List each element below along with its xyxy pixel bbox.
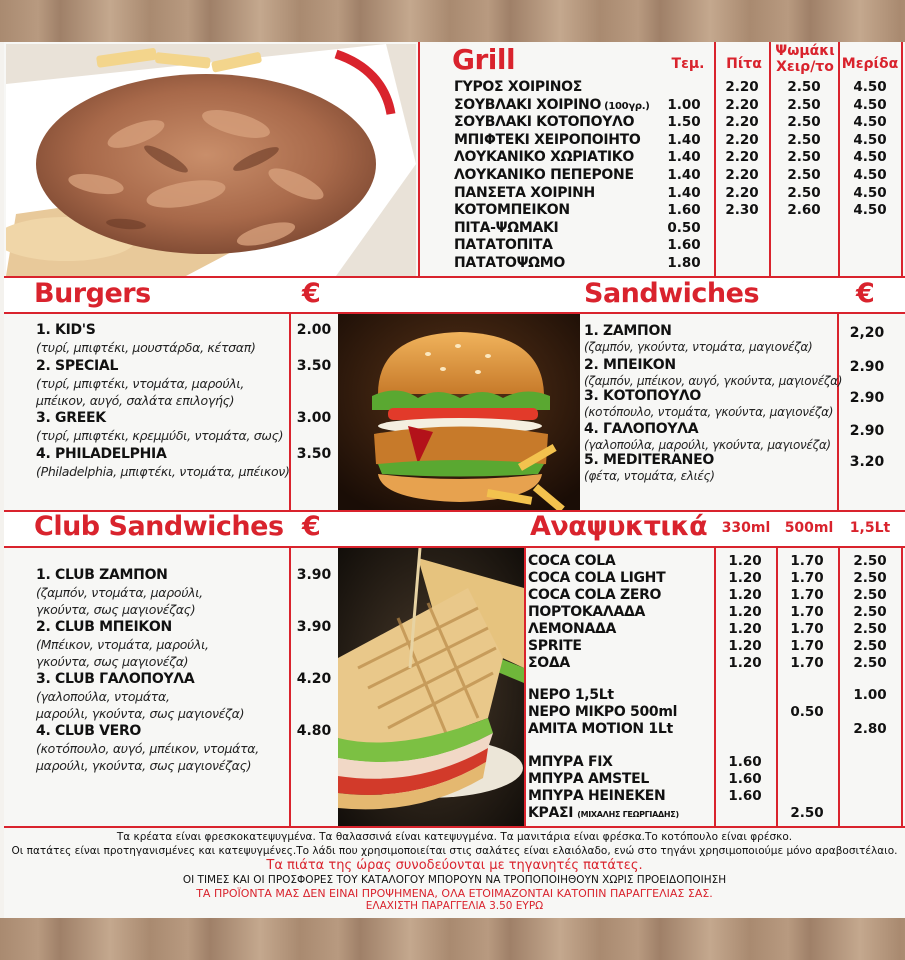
drink-price-500: 0.50 <box>790 704 824 720</box>
grill-item-note: (100γρ.) <box>604 100 650 112</box>
burger-item-name: 2. SPECIAL <box>36 358 119 374</box>
drink-price-330: 1.60 <box>728 771 762 787</box>
sandwich-item-price: 2.90 <box>849 390 885 406</box>
grill-price-tem: 1.80 <box>667 255 701 271</box>
drink-price-15: 2.80 <box>853 721 887 737</box>
drink-price-500: 1.70 <box>790 655 824 671</box>
drink-row-name <box>528 553 615 569</box>
club-item-desc: γκούντα, σως μαγιονέζας) <box>36 602 196 617</box>
drink-row-name <box>528 721 673 737</box>
drink-price-15: 2.50 <box>853 553 887 569</box>
sandwich-item-desc: (φέτα, ντομάτα, ελιές) <box>584 469 715 483</box>
club-sandwich-photo <box>338 548 524 826</box>
grill-item-name: ΛΟΥΚΑΝΙΚΟ ΠΕΠΕΡΟΝΕ <box>454 167 634 183</box>
drink-price-500: 2.50 <box>790 805 824 821</box>
drink-row-name <box>528 638 582 654</box>
club-item-desc: (ζαμπόν, ντομάτα, μαρούλι, <box>36 585 203 600</box>
drink-item-name: ΜΠΥΡΑ HEINEKEN <box>528 788 666 804</box>
drink-price-500: 1.70 <box>790 587 824 603</box>
grill-price-tem: 1.60 <box>667 237 701 254</box>
club-item-name: 3. CLUB ΓΑΛΟΠΟΥΛΑ <box>36 671 195 687</box>
drink-row-name <box>528 704 677 720</box>
grill-price-merida: 4.50 <box>853 96 887 113</box>
footer-line-6: ΕΛΑΧΙΣΤΗ ΠΑΡΑΓΓΕΛΙΑ 3.50 ΕΥΡΩ <box>365 900 544 912</box>
sandwich-item-name: 3. ΚΟΤΟΠΟΥΛΟ <box>584 388 702 404</box>
drink-row-name <box>528 655 570 671</box>
burger-item-desc: (τυρί, μπιφτέκι, κρεμμύδι, ντομάτα, σως) <box>36 428 284 443</box>
gyros-plate-photo <box>6 44 416 276</box>
grill-price-pita: 2.20 <box>725 114 759 131</box>
grill-row-name <box>454 220 558 236</box>
grill-price-merida: 4.50 <box>853 114 887 131</box>
grill-price-tem: 1.60 <box>667 202 701 219</box>
drinks-header-500: 500ml <box>784 520 834 536</box>
drink-item-name: ΣΟΔΑ <box>528 655 570 671</box>
drinks-header-330: 330ml <box>721 520 771 536</box>
grill-row-name <box>454 149 634 165</box>
sandwich-item-price: 2.90 <box>849 423 885 439</box>
sandwiches-price-divider <box>837 314 839 510</box>
grill-row-name <box>454 132 641 148</box>
club-item-desc: (γαλοπούλα, ντομάτα, <box>36 689 170 704</box>
grill-price-tem: 1.50 <box>667 114 701 131</box>
club-item-desc: μαρούλι, γκούντα, σως μαγιονέζας) <box>36 758 252 773</box>
grill-price-pita: 2.20 <box>725 149 759 166</box>
drinks-title: Αναψυκτικά <box>530 511 708 542</box>
drink-price-500: 1.70 <box>790 638 824 654</box>
grill-item-name: ΠΑΤΑΤΟΠΙΤΑ <box>454 237 553 254</box>
burger-photo <box>338 314 580 510</box>
footer-line-5: ΤΑ ΠΡΟΪΟΝΤΑ ΜΑΣ ΔΕΝ ΕΙΝΑΙ ΠΡΟΨΗΜΕΝΑ, ΟΛΑ ΕΤΟΙΜΑΖΟΝΤΑΙ ΚΑΤΟΠΙΝ ΠΑΡΑΓΓΕΛΙΑΣ ΣΑΣ. <box>196 887 713 900</box>
burger-item-desc: μπέικον, αυγό, σαλάτα επιλογής) <box>36 393 235 408</box>
grill-divider-left <box>418 42 420 276</box>
grill-price-merida: 4.50 <box>853 149 887 166</box>
drink-item-name: COCA COLA <box>528 553 616 569</box>
drinks-header-15: 1,5Lt <box>849 520 891 536</box>
drink-price-15: 2.50 <box>853 570 887 586</box>
footer-line-3: Τα πιάτα της ώρας συνοδεύονται με τηγανητές πατάτες. <box>266 858 643 873</box>
drink-price-15: 2.50 <box>853 621 887 637</box>
drink-item-name: ΝΕΡΟ 1,5Lt <box>528 687 614 703</box>
grill-item-name: ΠΑΝΣΕΤΑ ΧΟΙΡΙΝΗ <box>454 184 595 201</box>
grill-price-merida: 4.50 <box>853 79 887 95</box>
sandwich-item-price: 2,20 <box>849 325 885 341</box>
burger-item-name: 1. KID'S <box>36 322 96 338</box>
grill-price-psomaki: 2.50 <box>787 149 821 166</box>
drink-item-name: ΑΜΙΤΑ MOTION 1Lt <box>528 721 673 737</box>
club-title: Club Sandwiches <box>34 511 284 542</box>
grill-price-pita: 2.20 <box>725 79 759 95</box>
drink-row-name <box>528 621 616 637</box>
club-item-desc: γκούντα, σως μαγιονέζα) <box>36 654 189 669</box>
grill-price-pita: 2.20 <box>725 167 759 183</box>
club-item-price: 3.90 <box>296 567 332 583</box>
grill-price-tem: 1.40 <box>667 184 701 201</box>
grill-price-psomaki: 2.50 <box>787 96 821 113</box>
footer-line-4: ΟΙ ΤΙΜΕΣ ΚΑΙ ΟΙ ΠΡΟΣΦΟΡΕΣ ΤΟΥ ΚΑΤΑΛΟΓΟΥ ΜΠΟΡΟΥΝ ΝΑ ΤΡΟΠΟΠΟΙΗΘΟΥΝ ΧΩΡΙΣ ΠΡΟΕΙΔΟΠΟΙΗΣΗ <box>182 874 727 886</box>
drink-price-330: 1.20 <box>728 621 762 637</box>
burger-item-name: 3. GREEK <box>36 410 106 426</box>
drink-price-330: 1.60 <box>728 754 762 770</box>
footer-divider <box>4 826 905 828</box>
drink-price-500: 1.70 <box>790 604 824 620</box>
burger-item-desc: (τυρί, μπιφτέκι, μουστάρδα, κέτσαπ) <box>36 340 256 355</box>
grill-price-pita: 2.20 <box>725 184 759 201</box>
grill-price-merida: 4.50 <box>853 131 887 148</box>
drink-price-15: 2.50 <box>853 638 887 654</box>
drink-price-330: 1.20 <box>728 604 762 620</box>
burger-item-price: 3.50 <box>296 446 332 462</box>
grill-price-merida: 4.50 <box>853 184 887 201</box>
drink-item-name: ΝΕΡΟ ΜΙΚΡΟ 500ml <box>528 704 678 720</box>
grill-price-psomaki: 2.50 <box>787 114 821 131</box>
drinks-divider-left <box>524 546 526 826</box>
burger-item-price: 2.00 <box>296 322 332 338</box>
sandwich-item-desc: (ζαμπόν, μπέικον, αυγό, γκούντα, μαγιονέζα) <box>584 374 843 388</box>
grill-price-merida: 4.50 <box>853 167 887 183</box>
grill-header-merida: Μερίδα <box>841 56 899 72</box>
drink-price-15: 2.50 <box>853 604 887 620</box>
sandwich-item-price: 2.90 <box>849 359 885 375</box>
grill-item-name: ΣΟΥΒΛΑΚΙ ΧΟΙΡΙΝΟ <box>454 96 602 113</box>
grill-item-name: ΚΟΤΟΜΠΕΙΚΟΝ <box>454 202 570 219</box>
club-item-desc: μαρούλι, γκούντα, σως μαγιονέζα) <box>36 706 245 721</box>
footer-line-2: Οι πατάτες είναι προτηγανισμένες και κατεψυγμένες.Το λάδι που χρησιμοποιείται στις σαλάτες είναι ελαιόλαδο, ενώ στο τηγάνι χρησιμοποιούμε μόνο αραβοσιτέλαιο. <box>11 845 898 857</box>
drink-price-330: 1.20 <box>728 553 762 569</box>
grill-header-psomaki <box>771 43 839 75</box>
drink-price-330: 1.20 <box>728 587 762 603</box>
burger-item-price: 3.00 <box>296 410 332 426</box>
grill-header-tem: Τεμ. <box>671 56 705 72</box>
burger-item-desc: (Philadelphia, μπιφτέκι, ντομάτα, μπέικον) <box>36 464 290 479</box>
grill-price-psomaki: 2.60 <box>787 202 821 219</box>
sandwich-item-desc: (ζαμπόν, γκούντα, ντομάτα, μαγιονέζα) <box>584 340 813 354</box>
sandwiches-title: Sandwiches <box>584 278 760 309</box>
drink-price-500: 1.70 <box>790 621 824 637</box>
drink-item-name: ΠΟΡΤΟΚΑΛΑΔΑ <box>528 604 646 620</box>
drink-item-name: ΚΡΑΣΙ <box>528 805 574 821</box>
burger-item-price: 3.50 <box>296 358 332 374</box>
drink-row-name <box>528 687 614 703</box>
grill-item-name: ΜΠΙΦΤΕΚΙ ΧΕΙΡΟΠΟΙΗΤΟ <box>454 131 641 148</box>
club-price-divider <box>289 548 291 826</box>
grill-divider-right <box>901 42 903 276</box>
drinks-divider-right <box>901 546 903 826</box>
drink-price-15: 2.50 <box>853 655 887 671</box>
grill-row-name <box>454 185 595 201</box>
club-item-desc: (Μπέικον, ντομάτα, μαρούλι, <box>36 637 209 652</box>
drink-row-name <box>528 788 665 804</box>
drink-item-name: ΜΠΥΡΑ FIX <box>528 754 613 770</box>
grill-price-psomaki: 2.50 <box>787 167 821 183</box>
menu-sheet <box>4 42 905 918</box>
footer-line-1: Τα κρέατα είναι φρεσκοκατεψυγμένα. Τα θαλασσινά είναι κατεψυγμένα. Τα μανιτάρια είναι φρέσκα.Το κοτόπουλο είναι φρέσκο. <box>116 831 793 843</box>
club-item-price: 4.80 <box>296 723 332 739</box>
grill-header-psomaki-line2: Χειρ/το <box>776 59 834 75</box>
drink-price-500: 1.70 <box>790 553 824 569</box>
drink-row-name <box>528 805 679 821</box>
grill-row-name <box>454 255 565 271</box>
sandwich-item-desc: (κοτόπουλο, ντομάτα, γκούντα, μαγιονέζα) <box>584 405 834 419</box>
burgers-currency: € <box>302 278 321 309</box>
drink-item-name: ΛΕΜΟΝΑΔΑ <box>528 621 617 637</box>
drink-row-name <box>528 604 645 620</box>
sandwich-item-desc: (γαλοπούλα, μαρούλι, γκούντα, μαγιονέζα) <box>584 438 831 452</box>
club-currency: € <box>302 511 321 542</box>
grill-price-pita: 2.20 <box>725 131 759 148</box>
wood-background-bottom <box>0 918 905 960</box>
grill-header-pita: Πίτα <box>726 56 762 72</box>
grill-price-merida: 4.50 <box>853 202 887 219</box>
grill-item-name: ΛΟΥΚΑΝΙΚΟ ΧΩΡΙΑΤΙΚΟ <box>454 149 634 166</box>
sandwiches-currency: € <box>856 278 875 309</box>
sandwich-item-price: 3.20 <box>849 454 885 470</box>
club-item-name: 2. CLUB ΜΠΕΙΚΟΝ <box>36 619 172 635</box>
drink-item-name: COCA COLA LIGHT <box>528 570 666 586</box>
grill-item-name: ΓΥΡΟΣ ΧΟΙΡΙΝΟΣ <box>454 79 583 95</box>
drink-item-note: (ΜΙΧΑΛΗΣ ΓΕΩΡΓΙΑΔΗΣ) <box>577 810 679 819</box>
drink-price-500: 1.70 <box>790 570 824 586</box>
grill-price-tem: 1.40 <box>667 167 701 183</box>
grill-row-name <box>454 79 582 95</box>
grill-price-psomaki: 2.50 <box>787 131 821 148</box>
grill-item-name: ΠΙΤΑ-ΨΩΜΑΚΙ <box>454 219 559 236</box>
wood-background-top <box>0 0 905 42</box>
grill-row-name <box>454 114 634 130</box>
drink-row-name <box>528 771 649 787</box>
burger-item-name: 4. PHILADELPHIA <box>36 446 167 462</box>
grill-price-tem: 1.40 <box>667 149 701 166</box>
grill-row-name <box>454 167 634 183</box>
drink-item-name: SPRITE <box>528 638 582 654</box>
grill-item-name: ΠΑΤΑΤΟΨΩΜΟ <box>454 255 566 271</box>
grill-price-tem: 1.40 <box>667 131 701 148</box>
drink-price-330: 1.20 <box>728 570 762 586</box>
drink-price-330: 1.20 <box>728 638 762 654</box>
grill-price-tem: 0.50 <box>667 219 701 236</box>
grill-price-psomaki: 2.50 <box>787 184 821 201</box>
grill-price-pita: 2.20 <box>725 96 759 113</box>
grill-price-tem: 1.00 <box>667 96 701 113</box>
drink-price-15: 2.50 <box>853 587 887 603</box>
sandwich-item-name: 5. MEDITERANEO <box>584 452 714 468</box>
grill-row-name <box>454 97 649 113</box>
burger-item-desc: (τυρί, μπιφτέκι, ντομάτα, μαρούλι, <box>36 376 244 391</box>
sandwich-item-name: 1. ΖΑΜΠΟΝ <box>584 323 672 339</box>
club-item-name: 4. CLUB VERO <box>36 723 142 739</box>
drink-price-330: 1.20 <box>728 655 762 671</box>
grill-row-name <box>454 202 570 218</box>
club-item-desc: (κοτόπουλο, αυγό, μπέικον, ντομάτα, <box>36 741 259 756</box>
drink-price-330: 1.60 <box>728 788 762 804</box>
grill-item-name: ΣΟΥΒΛΑΚΙ ΚΟΤΟΠΟΥΛΟ <box>454 114 635 131</box>
grill-title: Grill <box>452 43 516 76</box>
drink-row-name <box>528 570 665 586</box>
club-item-name: 1. CLUB ΖΑΜΠΟΝ <box>36 567 168 583</box>
drink-row-name <box>528 754 613 770</box>
grill-header-psomaki-line1: Ψωμάκι <box>775 43 835 59</box>
club-item-price: 4.20 <box>296 671 332 687</box>
drink-item-name: COCA COLA ZERO <box>528 587 662 603</box>
grill-price-psomaki: 2.50 <box>787 79 821 95</box>
burgers-title: Burgers <box>34 278 151 309</box>
grill-price-pita: 2.30 <box>725 202 759 219</box>
drink-row-name <box>528 587 661 603</box>
sandwich-item-name: 2. ΜΠΕΙΚΟΝ <box>584 357 676 373</box>
grill-row-name <box>454 237 553 253</box>
sandwich-item-name: 4. ΓΑΛΟΠΟΥΛΑ <box>584 421 699 437</box>
drink-item-name: ΜΠΥΡΑ AMSTEL <box>528 771 650 787</box>
drink-price-15: 1.00 <box>853 687 887 703</box>
club-item-price: 3.90 <box>296 619 332 635</box>
